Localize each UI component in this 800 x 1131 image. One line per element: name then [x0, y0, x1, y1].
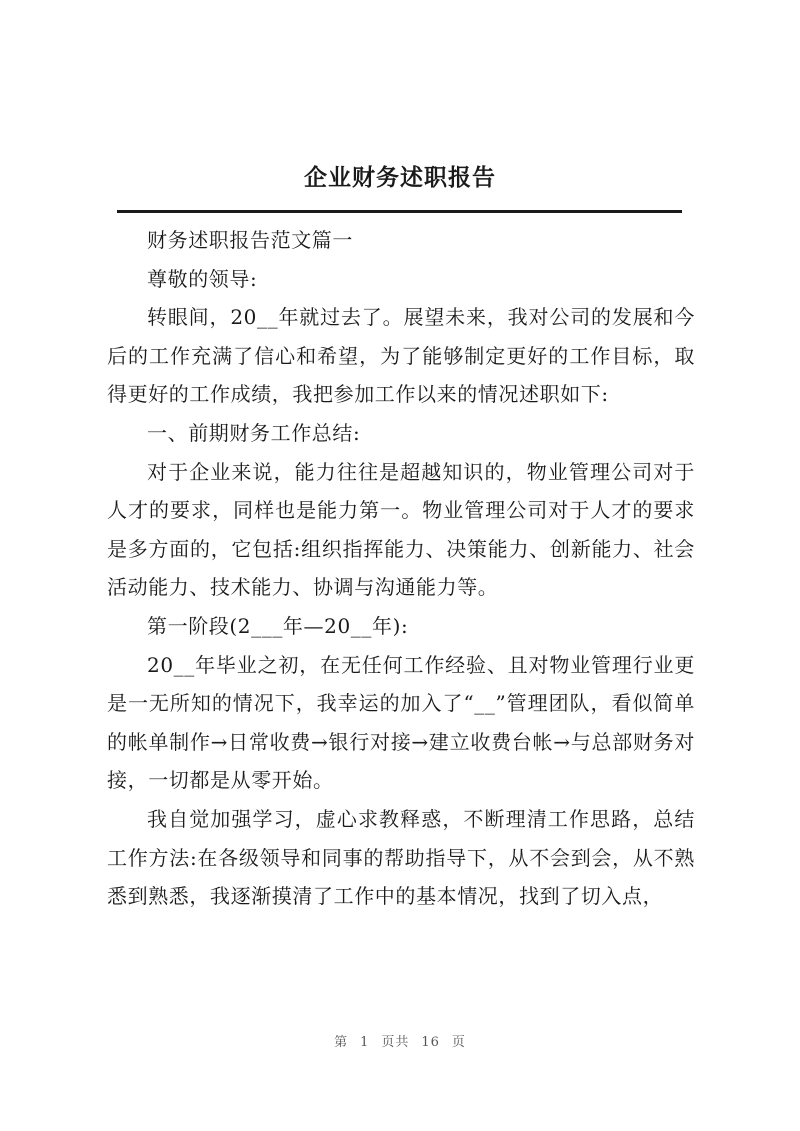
page-footer — [0, 1031, 800, 1050]
footer-middle: 页共 — [381, 1035, 410, 1050]
footer-total-pages: 16 — [421, 1035, 440, 1050]
document-title: 企业财务述职报告 — [304, 164, 496, 191]
paragraph-subtitle: 财务述职报告范文篇一 — [147, 228, 353, 252]
document-body — [107, 221, 695, 916]
paragraph-stage-one: 20__年毕业之初，在无任何工作经验、且对物业管理行业更是一无所知的情况下，我幸运的加入了“__”管理团队，看似简单的帐单制作→日常收费→银行对接→建立收费台帐→与总部财务对接，一切都是从零开始。 — [107, 652, 695, 793]
paragraph-learning: 我自觉加强学习，虚心求教释惑，不断理清工作思路，总结工作方法:在各级领导和同事的帮助指导下，从不会到会，从不熟悉到熟悉，我逐渐摸清了工作中的基本情况，找到了切入点， — [107, 806, 695, 909]
paragraph-salutation: 尊敬的领导: — [147, 266, 258, 291]
footer-suffix: 页 — [451, 1035, 466, 1050]
stage-heading: 第一阶段(2___年—20__年): — [147, 613, 409, 638]
footer-prefix: 第 — [334, 1035, 349, 1050]
title-divider — [117, 210, 682, 213]
section-heading: 一、前期财务工作总结: — [147, 420, 361, 445]
paragraph-intro: 转眼间，20__年就过去了。展望未来，我对公司的发展和今后的工作充满了信心和希望，为了能够制定更好的工作目标，取得更好的工作成绩，我把参加工作以来的情况述职如下: — [107, 305, 695, 407]
paragraph-ability: 对于企业来说，能力往往是超越知识的，物业管理公司对于人才的要求，同样也是能力第一。物业管理公司对于人才的要求是多方面的，它包括:组织指挥能力、决策能力、创新能力、社会活动能力、技术能力、协调与沟通能力等。 — [107, 459, 695, 600]
footer-page-number: 1 — [360, 1035, 370, 1050]
